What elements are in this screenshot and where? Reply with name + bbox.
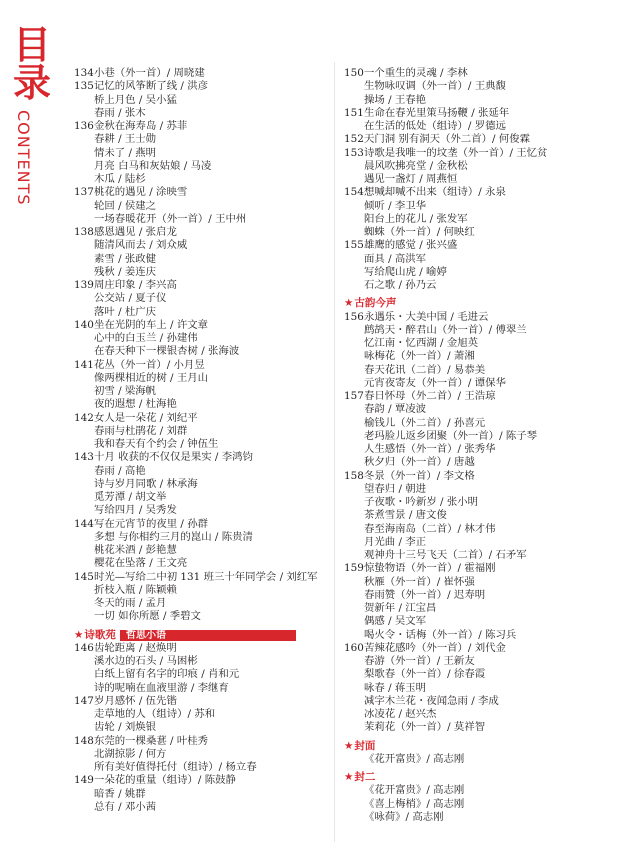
toc-list-cover2	[344, 784, 594, 824]
entry-title: 冰凌花 / 赵兴杰	[364, 708, 437, 720]
entry-title: 偶感 / 吴文军	[364, 615, 427, 628]
page-number: 149	[74, 774, 94, 787]
toc-entry	[74, 571, 326, 584]
entry-title: 诗的呢喃在血液里游 / 李继育	[94, 681, 229, 694]
column-divider	[334, 62, 335, 842]
toc-entry	[344, 496, 594, 509]
section-header-cover: ★封面	[344, 739, 376, 752]
toc-entry	[74, 80, 326, 93]
entry-title: 写在元宵节的夜里 / 孙群	[94, 517, 209, 530]
page-number: 142	[74, 411, 94, 424]
toc-entry	[344, 107, 594, 120]
contents-label-text: CONTENTS	[14, 110, 33, 206]
toc-entry	[74, 708, 326, 721]
entry-title: 齿轮距离 / 赵焕明	[94, 641, 177, 654]
entry-title: 走草地的人（组诗）/ 苏和	[94, 708, 216, 720]
toc-entry	[74, 359, 326, 372]
entry-title: 白纸上留有名字的印痕 / 肖和元	[94, 668, 240, 681]
page-number: 144	[74, 517, 94, 530]
entry-title: 木瓜 / 陆杉	[94, 173, 146, 185]
toc-entry	[74, 120, 326, 133]
toc-entry	[74, 412, 326, 425]
toc-entry	[344, 133, 594, 146]
entry-title: 情未了 / 燕明	[94, 146, 157, 159]
star-icon: ★	[344, 739, 354, 752]
toc-list-classic	[344, 311, 594, 735]
entry-title: 雄鹰的感觉 / 张兴盛	[364, 239, 458, 252]
page-number: 143	[74, 451, 94, 464]
entry-title: 茉莉花（外一首）/ 莫祥智	[364, 721, 486, 734]
star-icon: ★	[74, 628, 84, 641]
entry-title: 春雨赞（外一首）/ 迟寿明	[364, 588, 486, 601]
toc-entry	[74, 668, 326, 681]
entry-title: 春至海南岛（二首）/ 林才伟	[364, 522, 496, 535]
entry-title: 忆江南・忆西湖 / 金旭英	[364, 337, 479, 349]
toc-entry	[344, 120, 594, 133]
toc-entry	[74, 597, 326, 610]
toc-entry	[344, 186, 594, 199]
entry-title: 石之歌 / 孙乃云	[364, 279, 437, 291]
toc-entry	[344, 655, 594, 668]
entry-title: 春天花讯（二首）/ 易恭美	[364, 363, 486, 376]
entry-title: 天门洞 别有洞天（外二首）/ 何俊霖	[364, 133, 530, 146]
entry-title: 咏梅花（外一首）/ 萧湘	[364, 350, 475, 363]
toc-entry	[344, 470, 594, 483]
toc-entry	[74, 306, 326, 319]
entry-title: 茶煮雪景 / 唐文俊	[364, 509, 447, 522]
section-subtitle: 哲思小语	[126, 629, 166, 641]
toc-entry	[74, 761, 326, 774]
toc-entry	[74, 94, 326, 107]
toc-entry	[74, 398, 326, 411]
entry-title: 觅芳潭 / 胡文举	[94, 491, 167, 503]
toc-entry	[344, 94, 594, 107]
entry-title: 生物咏叹调（外一首）/ 王典馥	[364, 80, 506, 93]
toc-entry	[344, 576, 594, 589]
toc-entry	[344, 811, 594, 824]
entry-title: 老玛脸儿返乡团聚（外一首）/ 陈子琴	[364, 429, 538, 442]
toc-entry	[344, 80, 594, 93]
entry-title: 诗与岁月同歌 / 林承海	[94, 477, 198, 490]
entry-title: 花丛（外一首）/ 小月昱	[94, 358, 205, 371]
entry-title: 时光—写给二中初 131 班三十年同学会 / 刘红军	[94, 570, 318, 583]
page-number: 140	[74, 318, 94, 331]
toc-entry	[344, 213, 594, 226]
toc-entry	[74, 721, 326, 734]
toc-entry	[344, 226, 594, 239]
toc-side-title	[10, 23, 54, 105]
page-number: 141	[74, 358, 94, 371]
toc-entry	[74, 372, 326, 385]
page-number: 158	[344, 469, 364, 482]
entry-title: 坐在光阴的车上 / 许文章	[94, 318, 209, 331]
star-icon: ★	[344, 297, 354, 310]
toc-entry	[344, 443, 594, 456]
toc-entry	[74, 239, 326, 252]
toc-entry	[74, 147, 326, 160]
toc-entry	[344, 642, 594, 655]
entry-title: 遇见一盏灯 / 周燕恒	[364, 173, 458, 185]
entry-title: 春雨 / 张木	[94, 106, 146, 119]
toc-entry	[344, 430, 594, 443]
entry-title: 初雪 / 梁海帆	[94, 385, 157, 397]
entry-title: 残秋 / 姜连庆	[94, 265, 157, 278]
entry-title: 春游（外一首）/ 王新友	[364, 655, 475, 667]
entry-title: 女人是一朵花 / 刘纪平	[94, 411, 198, 424]
entry-title: 春耕 / 王士勋	[94, 133, 157, 146]
toc-entry	[74, 253, 326, 266]
entry-title: 一切 如你所愿 / 季碧文	[94, 610, 201, 623]
entry-title: 《花开富贵》/ 高志刚	[364, 784, 465, 797]
entry-title: 惊蛰物语（外一首）/ 霍福刚	[364, 562, 496, 575]
page-number: 139	[74, 279, 94, 291]
entry-title: 所有美好值得托付（组诗）/ 杨立春	[94, 761, 257, 773]
entry-title: 诗歌是我唯一的坟垄（外一首）/ 王忆贫	[364, 146, 548, 159]
toc-entry	[74, 200, 326, 213]
entry-title: 一场春暖花开（外一首）/ 王中州	[94, 212, 247, 225]
toc-entry	[344, 695, 594, 708]
toc-entry	[74, 478, 326, 491]
entry-title: 蜘蛛（外一首）/ 何映红	[364, 226, 475, 238]
page-number: 152	[344, 133, 364, 146]
toc-list-cover	[344, 753, 594, 766]
toc-entry	[74, 345, 326, 358]
toc-entry	[344, 483, 594, 496]
title-char-mu: 目	[12, 23, 51, 67]
toc-entry	[344, 324, 594, 337]
toc-entry	[74, 160, 326, 173]
toc-entry	[74, 266, 326, 279]
entry-title: 永遇乐・大美中国 / 毛进云	[364, 310, 489, 323]
entry-title: 我和春天有个约会 / 钟伍生	[94, 438, 219, 450]
entry-title: 夜的遐想 / 杜海艳	[94, 398, 177, 411]
toc-entry	[344, 549, 594, 562]
entry-title: 春雨 / 高艳	[94, 464, 146, 477]
toc-entry	[344, 536, 594, 549]
toc-entry	[344, 67, 594, 80]
toc-entry	[344, 311, 594, 324]
toc-entry	[74, 186, 326, 199]
entry-title: 桃花的遇见 / 涂映雪	[94, 186, 188, 199]
page-number: 147	[74, 694, 94, 707]
toc-entry	[344, 403, 594, 416]
toc-list-general	[74, 67, 326, 624]
toc-entry	[344, 509, 594, 522]
page-number: 151	[344, 106, 364, 119]
toc-entry	[344, 350, 594, 363]
toc-entry	[344, 602, 594, 615]
toc-entry	[74, 107, 326, 120]
toc-entry	[74, 682, 326, 695]
entry-title: 齿轮 / 刘焕银	[94, 721, 157, 734]
toc-entry	[344, 523, 594, 536]
toc-entry	[344, 562, 594, 575]
entry-title: 素雪 / 张政健	[94, 252, 157, 265]
toc-entry	[74, 292, 326, 305]
toc-entry	[74, 279, 326, 292]
page-number: 160	[344, 641, 364, 654]
entry-title: 十月 收获的不仅仅是果实 / 李鸿钧	[94, 451, 253, 464]
page-number: 136	[74, 120, 94, 132]
page-number: 148	[74, 734, 94, 747]
entry-title: 阳台上的花儿 / 张发军	[364, 212, 468, 225]
entry-title: 总有 / 邓小茜	[94, 800, 157, 813]
toc-entry	[74, 801, 326, 814]
entry-title: 写给四月 / 吴秀发	[94, 504, 177, 517]
page-number: 157	[344, 390, 364, 402]
toc-entry	[344, 456, 594, 469]
entry-title: 《花开富贵》/ 高志刚	[364, 752, 465, 765]
page-number: 154	[344, 186, 364, 199]
toc-entry	[74, 319, 326, 332]
entry-title: 梨歌春（外一首）/ 徐春霞	[364, 668, 486, 681]
toc-entry	[344, 417, 594, 430]
entry-title: 秋夕归（外一首）/ 唐越	[364, 456, 475, 469]
entry-title: 倾听 / 李卫华	[364, 199, 427, 212]
toc-entry	[74, 544, 326, 557]
entry-title: 喝火令・话梅（外一首）/ 陈习兵	[364, 628, 517, 641]
toc-entry	[74, 695, 326, 708]
toc-entry	[74, 425, 326, 438]
page-number: 155	[344, 239, 364, 252]
entry-title: 生命在春光里策马扬鞭 / 张延年	[364, 106, 510, 119]
entry-title: 元宵夜寄友（外一首）/ 谭保华	[364, 376, 506, 389]
toc-entry	[344, 589, 594, 602]
toc-entry	[344, 753, 594, 766]
entry-title: 岁月感怀 / 伍先锴	[94, 694, 177, 707]
entry-title: 北湖掠影 / 何方	[94, 747, 167, 760]
entry-title: 折枝入瓶 / 陈颖赖	[94, 583, 177, 596]
entry-title: 桃花米酒 / 彭艳慧	[94, 544, 177, 556]
page-number: 159	[344, 562, 364, 575]
toc-entry	[344, 337, 594, 350]
entry-title: 随清风而去 / 刘众威	[94, 239, 188, 252]
toc-entry	[344, 615, 594, 628]
toc-entry	[74, 642, 326, 655]
entry-title: 记忆的风筝断了线 / 洪彦	[94, 80, 209, 93]
entry-title: 暗香 / 姚群	[94, 787, 146, 800]
entry-title: 公交站 / 夏子仪	[94, 292, 167, 305]
toc-entry	[344, 279, 594, 292]
entry-title: 《咏荷》/ 高志刚	[364, 810, 444, 823]
toc-entry	[344, 721, 594, 734]
entry-title: 小巷（外一首）/ 周晓建	[94, 67, 205, 79]
entry-title: 月亮 白马和灰姑娘 / 马凌	[94, 159, 212, 172]
entry-title: 心中的白玉兰 / 孙建伟	[94, 332, 198, 344]
toc-entry	[344, 390, 594, 403]
toc-entry	[74, 67, 326, 80]
entry-title: 在春天种下一棵银杏树 / 张海波	[94, 345, 240, 358]
toc-entry	[344, 784, 594, 797]
toc-entry	[74, 748, 326, 761]
toc-entry	[74, 557, 326, 570]
title-char-lu: 录	[12, 61, 51, 105]
toc-entry	[74, 385, 326, 398]
page-number: 134	[74, 67, 94, 79]
page-number: 138	[74, 226, 94, 238]
page-number: 150	[344, 67, 364, 79]
page-number: 145	[74, 570, 94, 583]
toc-entry	[344, 200, 594, 213]
entry-title: 咏春 / 蒋玉明	[364, 681, 427, 694]
toc-entry	[74, 504, 326, 517]
entry-title: 操场 / 王春艳	[364, 93, 427, 106]
toc-entry	[74, 226, 326, 239]
section-header-poetry	[74, 629, 326, 642]
toc-entry	[74, 584, 326, 597]
entry-title: 桥上月色 / 吴小猛	[94, 93, 177, 106]
entry-title: 东莞的一棵桑葚 / 叶桂秀	[94, 734, 209, 747]
entry-title: 像两棵相近的树 / 王月山	[94, 371, 209, 384]
page-number: 153	[344, 146, 364, 159]
toc-entry	[74, 465, 326, 478]
page-number: 156	[344, 310, 364, 323]
entry-title: 榆钱儿（外二首）/ 孙喜元	[364, 416, 486, 429]
toc-entry	[344, 147, 594, 160]
toc-entry	[344, 160, 594, 173]
entry-title: 减字木兰花・夜闻急雨 / 李成	[364, 694, 499, 707]
toc-column-left	[74, 67, 326, 814]
entry-title: 冬景（外一首）/ 李文格	[364, 469, 475, 482]
page-number: 137	[74, 186, 94, 199]
page-number: 146	[74, 641, 94, 654]
entry-title: 秋雁（外一首）/ 崔怀强	[364, 575, 475, 588]
toc-entry	[74, 610, 326, 623]
entry-title: 金秋在海寿岛 / 苏菲	[94, 120, 188, 132]
toc-entry	[74, 655, 326, 668]
entry-title: 多想 与你相约三月的崑山 / 陈贵清	[94, 530, 253, 543]
entry-title: 冬天的雨 / 孟月	[94, 597, 167, 609]
toc-entry	[344, 708, 594, 721]
section-header-cover2: ★封二	[344, 771, 376, 783]
toc-entry	[344, 668, 594, 681]
toc-entry	[344, 629, 594, 642]
entry-title: 春韵 / 覃凌波	[364, 403, 427, 416]
toc-column-right	[344, 67, 594, 824]
toc-entry	[344, 239, 594, 252]
toc-entry	[74, 518, 326, 531]
toc-list-general-2	[344, 67, 594, 292]
toc-entry	[74, 774, 326, 787]
entry-title: 面具 / 高洪军	[364, 252, 427, 265]
entry-title: 一朵花的重量（组诗）/ 陈鼓静	[94, 774, 236, 787]
entry-title: 人生感悟（外一首）/ 张秀华	[364, 443, 496, 455]
toc-list-poetry	[74, 642, 326, 814]
toc-entry	[74, 332, 326, 345]
toc-entry	[344, 798, 594, 811]
toc-entry	[74, 735, 326, 748]
toc-entry	[74, 438, 326, 451]
toc-entry	[74, 173, 326, 186]
entry-title: 周庄印象 / 李兴高	[94, 279, 177, 291]
section-header-classic: ★古韵今声	[344, 297, 397, 310]
toc-entry	[74, 788, 326, 801]
entry-title: 樱花在坠落 / 王文亮	[94, 557, 188, 570]
entry-title: 贺新年 / 江宝昌	[364, 602, 437, 614]
entry-title: 落叶 / 杜广庆	[94, 305, 157, 318]
contents-label	[4, 108, 44, 228]
entry-title: 感恩遇见 / 张启龙	[94, 226, 177, 238]
entry-title: 春日怀母（外二首）/ 王浩琼	[364, 390, 496, 402]
entry-title: 轮回 / 侯建之	[94, 199, 157, 212]
entry-title: 写给爬山虎 / 喻婷	[364, 265, 447, 278]
entry-title: 在生活的低处（组诗）/ 罗德远	[364, 120, 506, 132]
toc-entry	[74, 491, 326, 504]
toc-entry	[74, 133, 326, 146]
toc-entry	[74, 451, 326, 464]
toc-entry	[344, 173, 594, 186]
entry-title: 想喊却喊不出来（组诗）/ 永泉	[364, 186, 506, 199]
entry-title: 望春归 / 朝进	[364, 482, 427, 495]
star-icon: ★	[344, 771, 354, 783]
toc-entry	[344, 377, 594, 390]
entry-title: 一个重生的灵魂 / 李林	[364, 67, 468, 79]
entry-title: 溪水边的石头 / 马困彬	[94, 655, 198, 667]
section-title: 诗歌苑	[84, 628, 116, 641]
entry-title: 晨风吹拂亮堂 / 金秋松	[364, 159, 468, 172]
toc-entry	[74, 531, 326, 544]
toc-entry	[74, 213, 326, 226]
page-number: 135	[74, 80, 94, 93]
toc-entry	[344, 682, 594, 695]
toc-entry	[344, 364, 594, 377]
entry-title: 鹧鸪天・醉君山（外一首）/ 傅翠兰	[364, 323, 527, 336]
entry-title: 苦辣花感吟（外一首）/ 刘代金	[364, 641, 506, 654]
entry-title: 《喜上梅梢》/ 高志刚	[364, 797, 465, 810]
entry-title: 子夜歌・吟新岁 / 张小明	[364, 496, 479, 508]
toc-entry	[344, 266, 594, 279]
entry-title: 春雨与杜鹃花 / 刘群	[94, 424, 188, 437]
entry-title: 观神舟十三号飞天（二首）/ 石矛军	[364, 549, 527, 561]
entry-title: 月光曲 / 李正	[364, 535, 427, 548]
toc-entry	[344, 253, 594, 266]
